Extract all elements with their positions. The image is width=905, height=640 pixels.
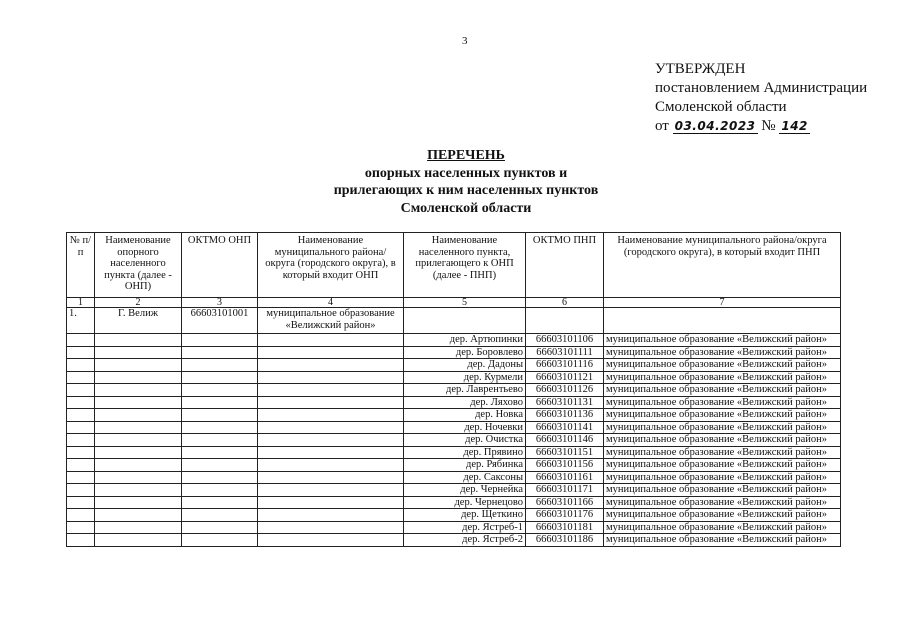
pnp-name: дер. Дадоны	[404, 359, 526, 372]
empty-cell	[182, 396, 258, 409]
pnp-district: муниципальное образование «Велижский район»	[604, 471, 841, 484]
column-number: 5	[404, 298, 526, 308]
empty-cell	[182, 371, 258, 384]
pnp-oktmo: 66603101176	[526, 509, 604, 522]
column-number: 6	[526, 298, 604, 308]
empty-cell	[182, 346, 258, 359]
pnp-district: муниципальное образование «Велижский район»	[604, 371, 841, 384]
empty-cell	[182, 409, 258, 422]
empty-cell	[258, 421, 404, 434]
header-pnp-district: Наименование муниципального района/округа (городского округа), в который входит ПНП	[604, 233, 841, 298]
empty-cell	[258, 396, 404, 409]
empty-cell	[67, 409, 95, 422]
empty-cell	[95, 521, 182, 534]
empty-cell	[182, 471, 258, 484]
table-row	[67, 421, 841, 434]
header-pnp-name: Наименование населенного пункта, прилегающего к ОНП (далее - ПНП)	[404, 233, 526, 298]
pnp-name: дер. Чернецово	[404, 496, 526, 509]
pnp-district: муниципальное образование «Велижский район»	[604, 396, 841, 409]
empty-cell	[67, 384, 95, 397]
onp-oktmo: 66603101001	[182, 308, 258, 334]
pnp-oktmo: 66603101166	[526, 496, 604, 509]
empty-cell	[182, 509, 258, 522]
table-row	[67, 396, 841, 409]
pnp-oktmo: 66603101181	[526, 521, 604, 534]
pnp-district: муниципальное образование «Велижский район»	[604, 509, 841, 522]
empty-cell	[67, 421, 95, 434]
pnp-oktmo: 66603101151	[526, 446, 604, 459]
pnp-oktmo: 66603101161	[526, 471, 604, 484]
empty-cell	[182, 421, 258, 434]
empty-cell	[258, 471, 404, 484]
number-label: №	[761, 118, 776, 134]
approval-title: УТВЕРЖДЕН	[655, 61, 746, 77]
pnp-district: муниципальное образование «Велижский район»	[604, 459, 841, 472]
pnp-oktmo: 66603101106	[526, 334, 604, 347]
empty-cell	[95, 509, 182, 522]
pnp-name: дер. Артюпинки	[404, 334, 526, 347]
header-onp-name: Наименование опорного населенного пункта (далее - ОНП)	[95, 233, 182, 298]
pnp-district: муниципальное образование «Велижский район»	[604, 334, 841, 347]
pnp-district: муниципальное образование «Велижский район»	[604, 446, 841, 459]
table-row	[67, 346, 841, 359]
empty-cell	[95, 459, 182, 472]
table-row	[67, 359, 841, 372]
table-row	[67, 496, 841, 509]
handwritten-date: 03.04.2023	[674, 119, 756, 133]
empty-cell	[67, 459, 95, 472]
pnp-name: дер. Чернейка	[404, 484, 526, 497]
pnp-district: муниципальное образование «Велижский район»	[604, 534, 841, 547]
pnp-name: дер. Курмели	[404, 371, 526, 384]
pnp-name: дер. Прявино	[404, 446, 526, 459]
pnp-name: дер. Ястреб-2	[404, 534, 526, 547]
pnp-name: дер. Лаврентьево	[404, 384, 526, 397]
empty-cell	[67, 359, 95, 372]
approval-region: Смоленской области	[655, 99, 787, 115]
approval-stamp	[655, 60, 867, 136]
table-row	[67, 459, 841, 472]
empty-cell	[95, 434, 182, 447]
empty-cell	[258, 384, 404, 397]
pnp-oktmo: 66603101121	[526, 371, 604, 384]
empty-cell	[182, 534, 258, 547]
empty-cell	[67, 509, 95, 522]
page-number: 3	[462, 35, 468, 47]
table-row	[67, 384, 841, 397]
empty-cell	[95, 421, 182, 434]
empty-cell	[182, 334, 258, 347]
table-row	[67, 371, 841, 384]
table-row	[67, 509, 841, 522]
empty-cell	[95, 446, 182, 459]
pnp-oktmo: 66603101131	[526, 396, 604, 409]
empty-cell	[526, 308, 604, 334]
handwritten-number: 142	[781, 119, 808, 133]
pnp-district: муниципальное образование «Велижский район»	[604, 384, 841, 397]
table-row	[67, 534, 841, 547]
empty-cell	[258, 496, 404, 509]
table-row	[67, 446, 841, 459]
empty-cell	[258, 346, 404, 359]
empty-cell	[258, 509, 404, 522]
empty-cell	[67, 446, 95, 459]
empty-cell	[182, 459, 258, 472]
document-title	[200, 147, 732, 217]
table-row	[67, 521, 841, 534]
empty-cell	[404, 308, 526, 334]
row-number: 1.	[67, 308, 95, 334]
empty-cell	[95, 359, 182, 372]
empty-cell	[258, 459, 404, 472]
empty-cell	[67, 521, 95, 534]
pnp-oktmo: 66603101156	[526, 459, 604, 472]
header-num: № п/п	[67, 233, 95, 298]
empty-cell	[67, 434, 95, 447]
onp-row	[67, 308, 841, 334]
table-row	[67, 409, 841, 422]
empty-cell	[258, 446, 404, 459]
empty-cell	[95, 334, 182, 347]
empty-cell	[182, 359, 258, 372]
empty-cell	[258, 534, 404, 547]
title-line-4: Смоленской области	[400, 200, 532, 216]
table-row	[67, 484, 841, 497]
empty-cell	[95, 384, 182, 397]
empty-cell	[95, 471, 182, 484]
pnp-oktmo: 66603101141	[526, 421, 604, 434]
empty-cell	[95, 396, 182, 409]
pnp-district: муниципальное образование «Велижский район»	[604, 484, 841, 497]
pnp-district: муниципальное образование «Велижский район»	[604, 346, 841, 359]
empty-cell	[95, 409, 182, 422]
pnp-oktmo: 66603101146	[526, 434, 604, 447]
empty-cell	[95, 346, 182, 359]
empty-cell	[182, 446, 258, 459]
pnp-oktmo: 66603101186	[526, 534, 604, 547]
pnp-oktmo: 66603101116	[526, 359, 604, 372]
table-row	[67, 334, 841, 347]
pnp-name: дер. Ночевки	[404, 421, 526, 434]
empty-cell	[258, 434, 404, 447]
empty-cell	[67, 484, 95, 497]
pnp-name: дер. Новка	[404, 409, 526, 422]
title-line-3: прилегающих к ним населенных пунктов	[333, 183, 599, 198]
pnp-name: дер. Боровлево	[404, 346, 526, 359]
pnp-oktmo: 66603101126	[526, 384, 604, 397]
column-number: 1	[67, 298, 95, 308]
empty-cell	[182, 384, 258, 397]
empty-cell	[604, 308, 841, 334]
title-line-2: опорных населенных пунктов и	[364, 165, 568, 181]
pnp-oktmo: 66603101136	[526, 409, 604, 422]
settlements-table	[66, 232, 841, 547]
date-prefix: от	[655, 118, 669, 134]
pnp-name: дер. Ястреб-1	[404, 521, 526, 534]
pnp-name: дер. Рябинка	[404, 459, 526, 472]
onp-name: Г. Велиж	[95, 308, 182, 334]
empty-cell	[95, 496, 182, 509]
pnp-oktmo: 66603101171	[526, 484, 604, 497]
approval-authority: постановлением Администрации	[655, 80, 868, 96]
empty-cell	[258, 371, 404, 384]
empty-cell	[67, 496, 95, 509]
pnp-oktmo: 66603101111	[526, 346, 604, 359]
pnp-name: дер. Саксоны	[404, 471, 526, 484]
column-number: 7	[604, 298, 841, 308]
empty-cell	[67, 471, 95, 484]
empty-cell	[95, 534, 182, 547]
header-onp-oktmo: ОКТМО ОНП	[182, 233, 258, 298]
empty-cell	[67, 534, 95, 547]
empty-cell	[182, 496, 258, 509]
empty-cell	[95, 371, 182, 384]
pnp-district: муниципальное образование «Велижский район»	[604, 521, 841, 534]
empty-cell	[258, 359, 404, 372]
column-number: 2	[95, 298, 182, 308]
table-row	[67, 471, 841, 484]
table-header-row	[67, 233, 841, 298]
column-number: 4	[258, 298, 404, 308]
pnp-name: дер. Очистка	[404, 434, 526, 447]
approval-date-line	[655, 117, 867, 136]
column-number-row	[67, 298, 841, 308]
empty-cell	[258, 521, 404, 534]
empty-cell	[182, 521, 258, 534]
empty-cell	[67, 396, 95, 409]
pnp-district: муниципальное образование «Велижский район»	[604, 421, 841, 434]
onp-district: муниципальное образование «Велижский район»	[258, 308, 404, 334]
pnp-name: дер. Щеткино	[404, 509, 526, 522]
empty-cell	[182, 484, 258, 497]
empty-cell	[67, 334, 95, 347]
pnp-district: муниципальное образование «Велижский район»	[604, 359, 841, 372]
column-number: 3	[182, 298, 258, 308]
empty-cell	[258, 484, 404, 497]
table-row	[67, 434, 841, 447]
empty-cell	[95, 484, 182, 497]
empty-cell	[67, 371, 95, 384]
header-onp-district: Наименование муниципального района/округа (городского округа), в который входит ОНП	[258, 233, 404, 298]
pnp-district: муниципальное образование «Велижский район»	[604, 434, 841, 447]
empty-cell	[182, 434, 258, 447]
empty-cell	[67, 346, 95, 359]
title-main: ПЕРЕЧЕНЬ	[427, 148, 505, 163]
empty-cell	[258, 409, 404, 422]
header-pnp-oktmo: ОКТМО ПНП	[526, 233, 604, 298]
pnp-name: дер. Ляхово	[404, 396, 526, 409]
pnp-district: муниципальное образование «Велижский район»	[604, 409, 841, 422]
empty-cell	[258, 334, 404, 347]
pnp-district: муниципальное образование «Велижский район»	[604, 496, 841, 509]
